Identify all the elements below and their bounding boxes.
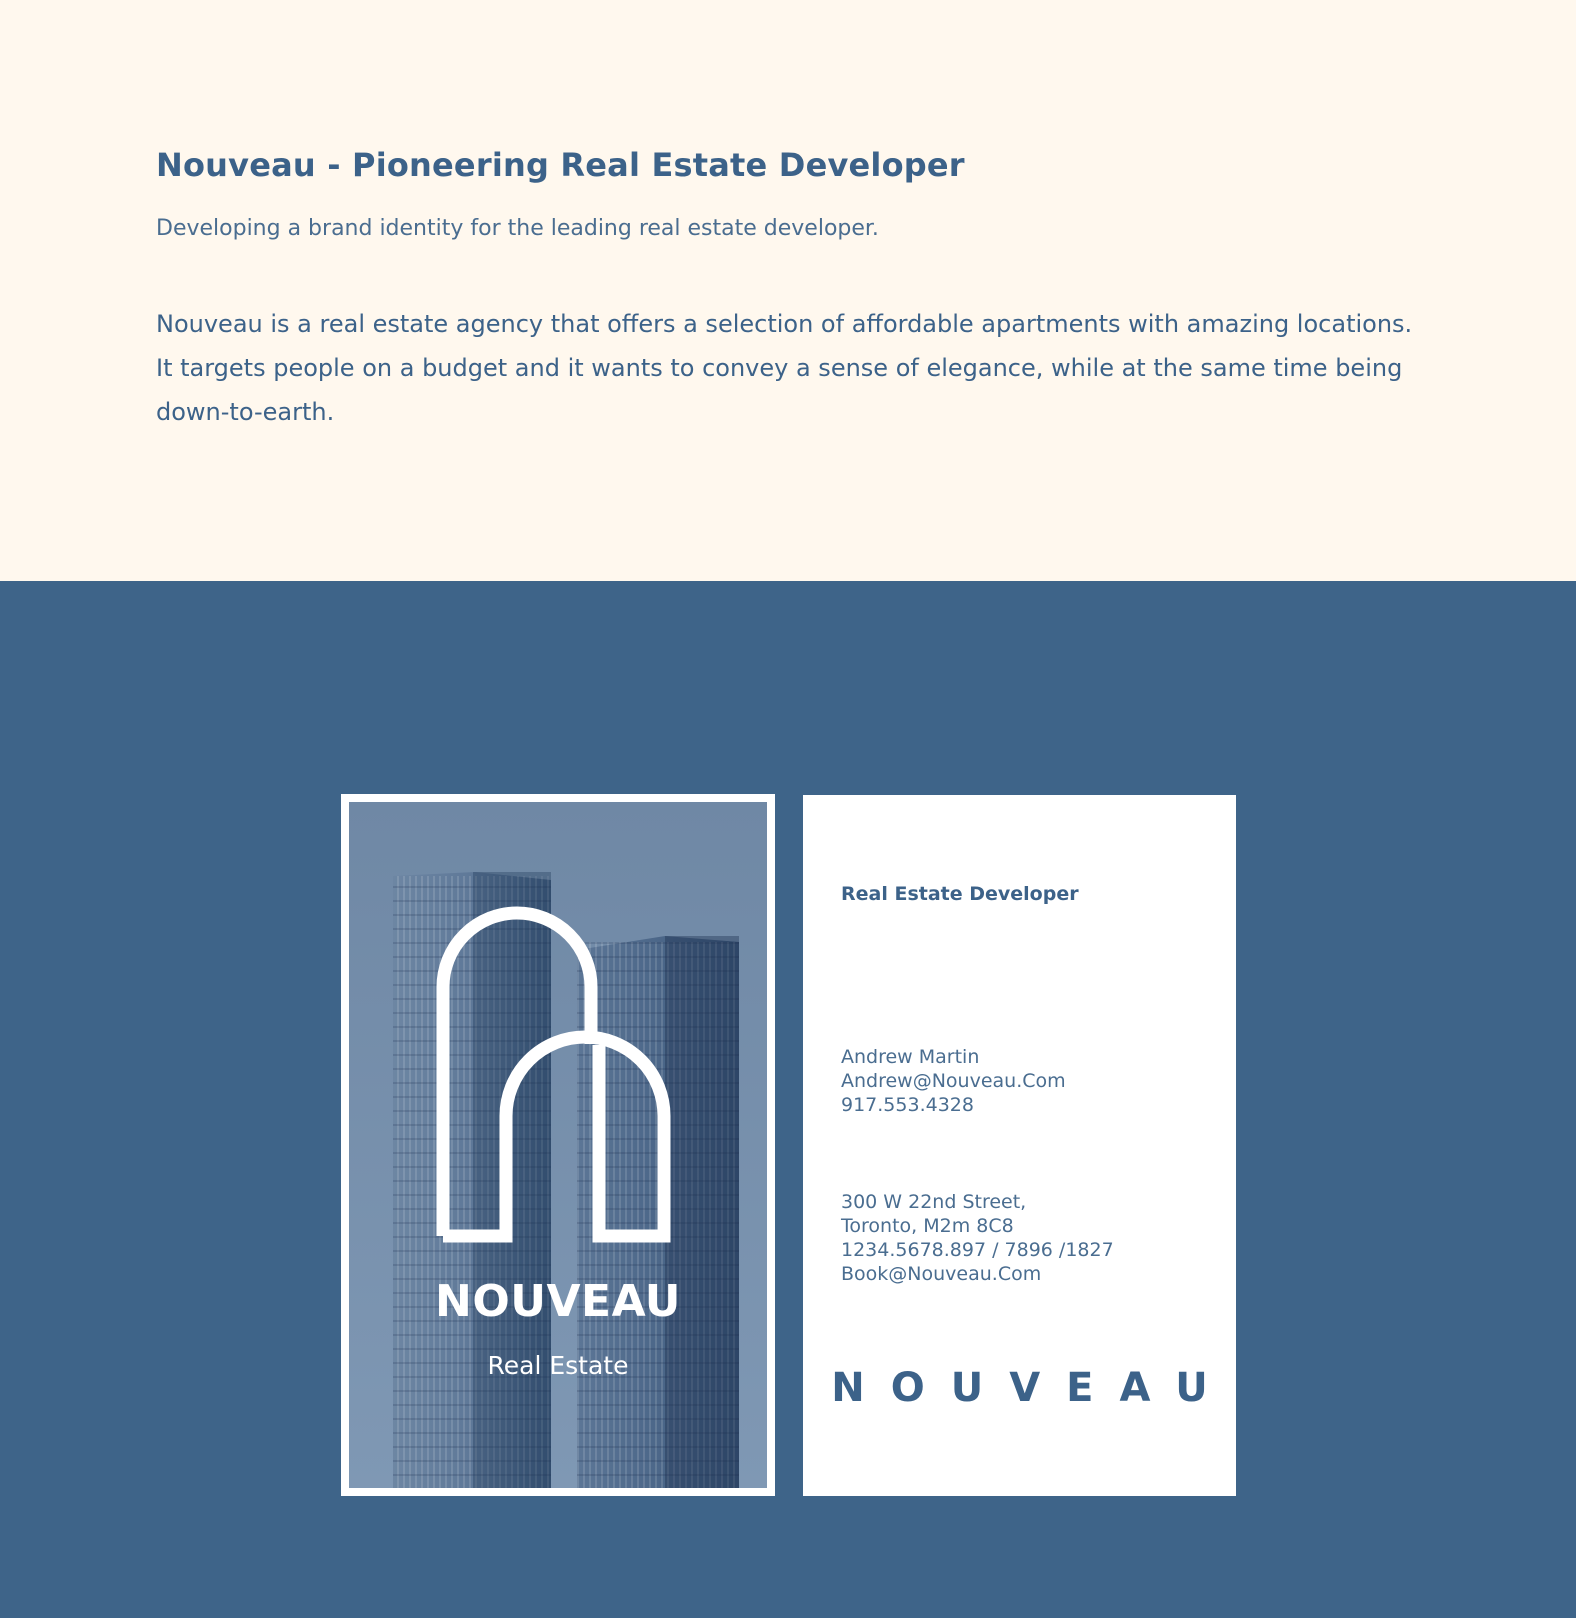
card-front-artwork <box>349 802 767 1488</box>
contact-name: Andrew Martin <box>841 1046 980 1068</box>
card-front-brand-name: NOUVEAU <box>435 1276 681 1327</box>
page-subtitle: Developing a brand identity for the leading real estate developer. <box>156 216 879 241</box>
address-email: Book@Nouveau.Com <box>841 1263 1042 1285</box>
business-card-showcase <box>0 581 1576 1618</box>
address-street: 300 W 22nd Street, <box>841 1191 1027 1213</box>
page-title: Nouveau - Pioneering Real Estate Developer <box>156 146 965 184</box>
address-phones: 1234.5678.897 / 7896 /1827 <box>841 1239 1114 1261</box>
address-city: Toronto, M2m 8C8 <box>841 1215 1014 1237</box>
contact-email: Andrew@Nouveau.Com <box>841 1070 1066 1092</box>
card-back-address <box>841 1190 1114 1286</box>
card-back-role: Real Estate Developer <box>841 883 1079 905</box>
project-description: Nouveau is a real estate agency that offers a selection of affordable apartments with amazing locations. It targets people on a budget and it wants to convey a sense of elegance, while at the same time being down-to-earth. <box>156 310 1413 426</box>
business-card-back <box>803 795 1236 1496</box>
card-back-wordmark: NOUVEAU <box>831 1365 1234 1411</box>
card-front-tagline: Real Estate <box>487 1351 629 1380</box>
left-tower <box>393 872 551 1488</box>
intro-section <box>0 0 1576 581</box>
contact-phone: 917.553.4328 <box>841 1094 974 1116</box>
card-back-contact <box>841 1045 1066 1117</box>
